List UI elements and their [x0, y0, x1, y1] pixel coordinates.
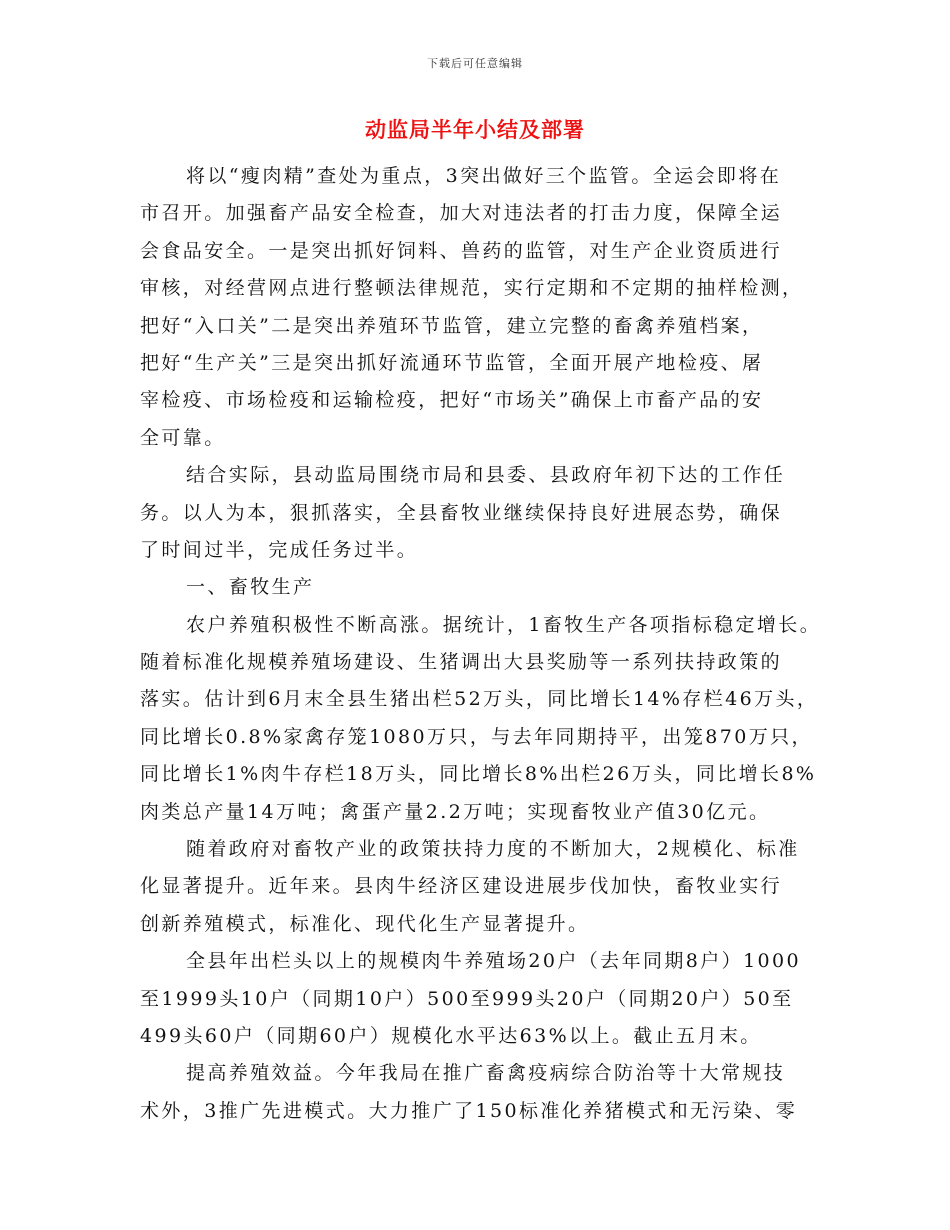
paragraph-line: 会食品安全。一是突出抓好饲料、兽药的监管，对生产企业资质进行 [140, 239, 783, 262]
body-paragraph [140, 457, 830, 569]
body-paragraph [140, 943, 830, 1055]
paragraph-line: 提高养殖效益。今年我局在推广畜禽疫病综合防治等十大常规技 [186, 1062, 786, 1085]
paragraph-line: 同比增长1%肉牛存栏18万头，同比增长8%出栏26万头，同比增长8% [140, 763, 817, 786]
paragraph-line: 肉类总产量14万吨；禽蛋产量2.2万吨；实现畜牧业产值30亿元。 [140, 800, 771, 823]
paragraph-line: 将以“瘦肉精”查处为重点，3突出做好三个监管。全运会即将在 [186, 165, 782, 187]
paragraph-line: 农户养殖积极性不断高涨。据统计，1畜牧生产各项指标稳定增长。 [186, 613, 822, 636]
document-body [140, 158, 830, 1130]
paragraph-line: 审核，对经营网点进行整顿法律规范，实行定期和不定期的抽样检测， [140, 277, 804, 300]
body-paragraph [140, 607, 830, 831]
paragraph-line: 全县年出栏头以上的规模肉牛养殖场20户（去年同期8户）1000 [186, 950, 802, 973]
document-title: 动监局半年小结及部署 [365, 118, 585, 142]
paragraph-line: 至1999头10户（同期10户）500至999头20户（同期20户）50至 [140, 987, 794, 1010]
body-paragraph [140, 831, 830, 943]
paragraph-line: 全可靠。 [140, 426, 226, 449]
paragraph-line: 把好“生产关”三是突出抓好流通环节监管，全面开展产地检疫、屠 [140, 351, 764, 374]
paragraph-line: 把好“入口关”二是突出养殖环节监管，建立完整的畜禽养殖档案， [140, 314, 764, 337]
paragraph-line: 随着标准化规模养殖场建设、生猪调出大县奖励等一系列扶持政策的 [140, 651, 783, 674]
paragraph-line: 499头60户（同期60户）规模化水平达63%以上。截止五月末。 [140, 1024, 762, 1047]
paragraph-line: 同比增长0.8%家禽存笼1080万只，与去年同期持平，出笼870万只， [140, 725, 813, 748]
body-paragraph [140, 1055, 830, 1130]
paragraph-line: 化显著提升。近年来。县肉牛经济区建设进展步伐加快，畜牧业实行 [140, 875, 783, 898]
body-paragraph [140, 158, 830, 457]
paragraph-line: 市召开。加强畜产品安全检查，加大对违法者的打击力度，保障全运 [140, 202, 783, 225]
paragraph-line: 术外，3推广先进模式。大力推广了150标准化养猪模式和无污染、零 [140, 1099, 798, 1122]
paragraph-line: 落实。估计到6月末全县生猪出栏52万头，同比增长14%存栏46万头， [140, 688, 819, 711]
page-header-note: 下载后可任意编辑 [427, 57, 523, 70]
paragraph-line: 创新养殖模式，标准化、现代化生产显著提升。 [140, 912, 590, 935]
paragraph-line: 宰检疫、市场检疫和运输检疫，把好“市场关”确保上市畜产品的安 [140, 389, 764, 412]
paragraph-line: 随着政府对畜牧产业的政策扶持力度的不断加大，2规模化、标准 [186, 838, 800, 861]
paragraph-line: 结合实际，县动监局围绕市局和县委、县政府年初下达的工作任 [186, 464, 786, 487]
paragraph-line: 务。以人为本，狠抓落实，全县畜牧业继续保持良好进展态势，确保 [140, 501, 783, 524]
paragraph-line: 一、畜牧生产 [186, 576, 315, 599]
body-paragraph [140, 569, 830, 606]
paragraph-line: 了时间过半，完成任务过半。 [140, 538, 419, 561]
